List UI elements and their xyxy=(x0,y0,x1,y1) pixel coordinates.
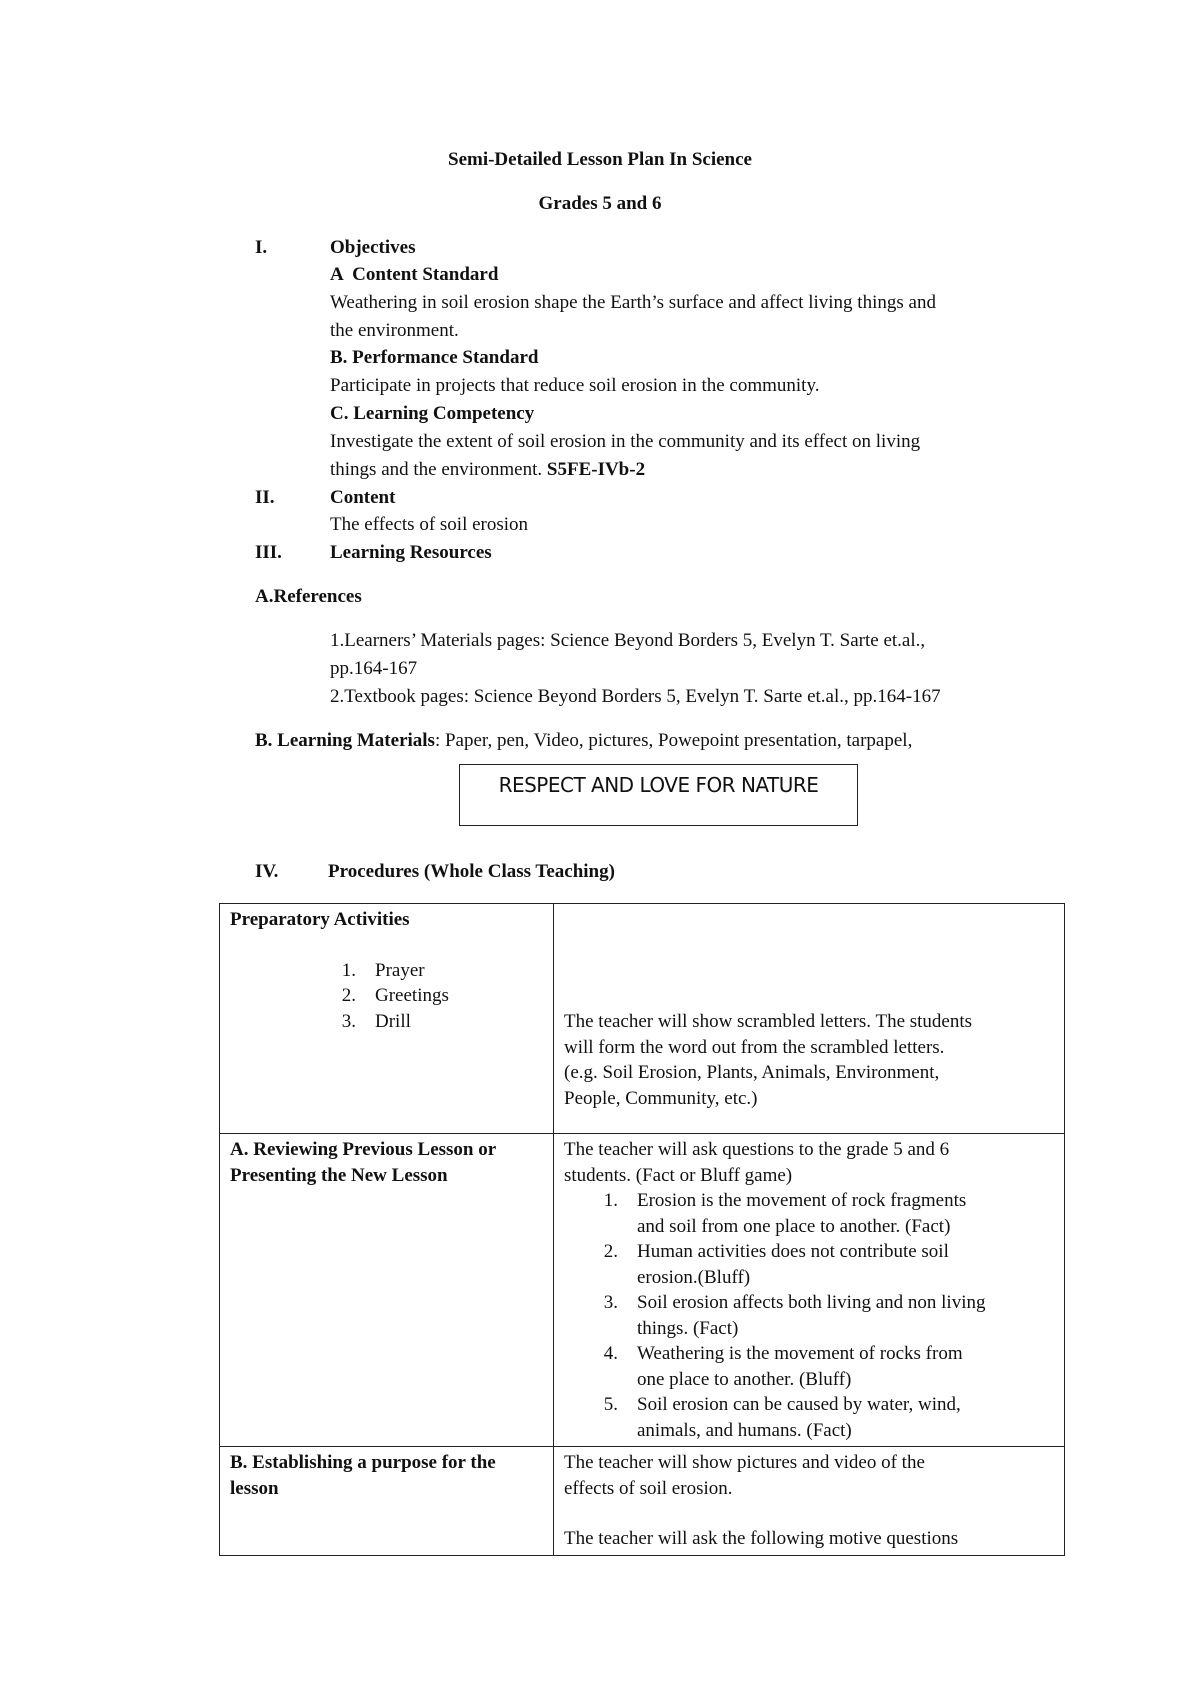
content-standard-line-1: Weathering in soil erosion shape the Earth’s surface and affect living things and xyxy=(330,292,936,313)
preparatory-text-line: (e.g. Soil Erosion, Plants, Animals, Environment, xyxy=(564,1062,940,1083)
table-cell-label xyxy=(220,1447,554,1556)
list-text: erosion.(Bluff) xyxy=(637,1266,751,1288)
performance-standard-label: B. Performance Standard xyxy=(330,347,539,368)
list-item xyxy=(230,983,543,1009)
roman-numeral-4: IV. xyxy=(255,861,279,882)
purpose-label-line: B. Establishing a purpose for the xyxy=(230,1452,496,1473)
learning-materials-label: B. Learning Materials xyxy=(255,730,435,751)
reference-2: 2.Textbook pages: Science Beyond Borders 5, Evelyn T. Sarte et.al., pp.164-167 xyxy=(330,686,941,707)
preparatory-text-line: will form the word out from the scrambled letters. xyxy=(564,1036,945,1058)
purpose-text-line: effects of soil erosion. xyxy=(564,1477,733,1499)
competency-label: C. Learning Competency xyxy=(330,403,535,424)
roman-numeral-2: II. xyxy=(255,487,275,508)
resources-heading: Learning Resources xyxy=(330,542,492,563)
purpose-label-line: lesson xyxy=(230,1477,279,1499)
preparatory-text-line: People, Community, etc.) xyxy=(564,1087,758,1109)
preparatory-text-line: The teacher will show scrambled letters. The students xyxy=(564,1011,973,1032)
list-text: and soil from one place to another. (Fact) xyxy=(637,1215,951,1237)
table-cell-content xyxy=(554,904,1065,1134)
competency-code: S5FE-IVb-2 xyxy=(546,459,646,480)
list-number: 2. xyxy=(603,1241,618,1262)
review-intro-line: The teacher will ask questions to the grade 5 and 6 xyxy=(564,1139,950,1160)
list-item xyxy=(564,1239,1054,1290)
preparatory-list xyxy=(230,958,543,1035)
procedures-heading: Procedures (Whole Class Teaching) xyxy=(328,861,615,882)
list-text: one place to another. (Bluff) xyxy=(637,1368,852,1390)
performance-standard-text: Participate in projects that reduce soil erosion in the community. xyxy=(330,375,820,396)
list-text: Weathering is the movement of rocks from xyxy=(637,1343,963,1364)
competency-line-2-text: things and the environment. xyxy=(330,459,543,480)
content-standard-label: A Content Standard xyxy=(330,264,499,285)
list-text: Prayer xyxy=(375,959,425,981)
table-row xyxy=(220,1447,1065,1556)
table-row xyxy=(220,904,1065,1134)
list-text: animals, and humans. (Fact) xyxy=(637,1419,852,1441)
list-item xyxy=(564,1188,1054,1239)
review-label-line: A. Reviewing Previous Lesson or xyxy=(230,1139,497,1160)
reference-1-line-1: 1.Learners’ Materials pages: Science Beyond Borders 5, Evelyn T. Sarte et.al., xyxy=(330,630,926,651)
table-cell-label xyxy=(220,1134,554,1447)
table-cell-content xyxy=(554,1447,1065,1556)
value-box-text: RESPECT AND LOVE FOR NATURE xyxy=(498,773,819,797)
learning-materials xyxy=(255,727,912,755)
competency-line-1: Investigate the extent of soil erosion in the community and its effect on living xyxy=(330,431,921,452)
learning-materials-text: : Paper, pen, Video, pictures, Powepoint presentation, tarpapel, xyxy=(434,730,913,751)
list-number: 1. xyxy=(603,1190,618,1211)
objectives-heading: Objectives xyxy=(330,237,416,258)
table-cell-content xyxy=(554,1134,1065,1447)
list-item xyxy=(230,958,543,984)
reference-1-line-2: pp.164-167 xyxy=(330,658,418,679)
list-text: Drill xyxy=(375,1010,411,1032)
list-item xyxy=(564,1392,1054,1443)
list-item xyxy=(564,1290,1054,1341)
preparatory-label: Preparatory Activities xyxy=(230,909,410,930)
page-subtitle: Grades 5 and 6 xyxy=(538,193,662,214)
list-number: 1. xyxy=(341,959,356,981)
list-text: Erosion is the movement of rock fragments xyxy=(637,1190,967,1211)
list-text: Soil erosion affects both living and non living xyxy=(637,1292,986,1313)
roman-numeral-1: I. xyxy=(255,237,268,258)
list-item xyxy=(230,1009,543,1035)
table-cell-label xyxy=(220,904,554,1134)
list-number: 3. xyxy=(341,1010,356,1032)
procedures-table xyxy=(219,903,1065,1556)
roman-numeral-3: III. xyxy=(255,542,282,563)
list-number: 3. xyxy=(603,1292,618,1313)
review-label-line: Presenting the New Lesson xyxy=(230,1164,448,1186)
purpose-text-line: The teacher will show pictures and video of the xyxy=(564,1452,925,1473)
table-row xyxy=(220,1134,1065,1447)
list-text: Soil erosion can be caused by water, wind, xyxy=(637,1394,961,1415)
content-text: The effects of soil erosion xyxy=(330,514,529,535)
value-box xyxy=(459,764,858,826)
content-standard-line-2: the environment. xyxy=(330,320,459,341)
list-number: 5. xyxy=(603,1394,618,1415)
review-intro-line: students. (Fact or Bluff game) xyxy=(564,1164,793,1186)
competency-line-2 xyxy=(330,456,645,484)
list-text: things. (Fact) xyxy=(637,1317,739,1339)
list-number: 4. xyxy=(603,1343,618,1364)
fact-or-bluff-list xyxy=(564,1188,1054,1443)
list-text: Greetings xyxy=(375,985,449,1006)
page-title: Semi-Detailed Lesson Plan In Science xyxy=(448,149,752,170)
list-text: Human activities does not contribute soil xyxy=(637,1241,949,1262)
content-heading: Content xyxy=(330,487,396,508)
purpose-text-2: The teacher will ask the following motive questions xyxy=(564,1528,959,1549)
references-label: A.References xyxy=(255,586,362,607)
list-item xyxy=(564,1341,1054,1392)
list-number: 2. xyxy=(341,985,356,1006)
